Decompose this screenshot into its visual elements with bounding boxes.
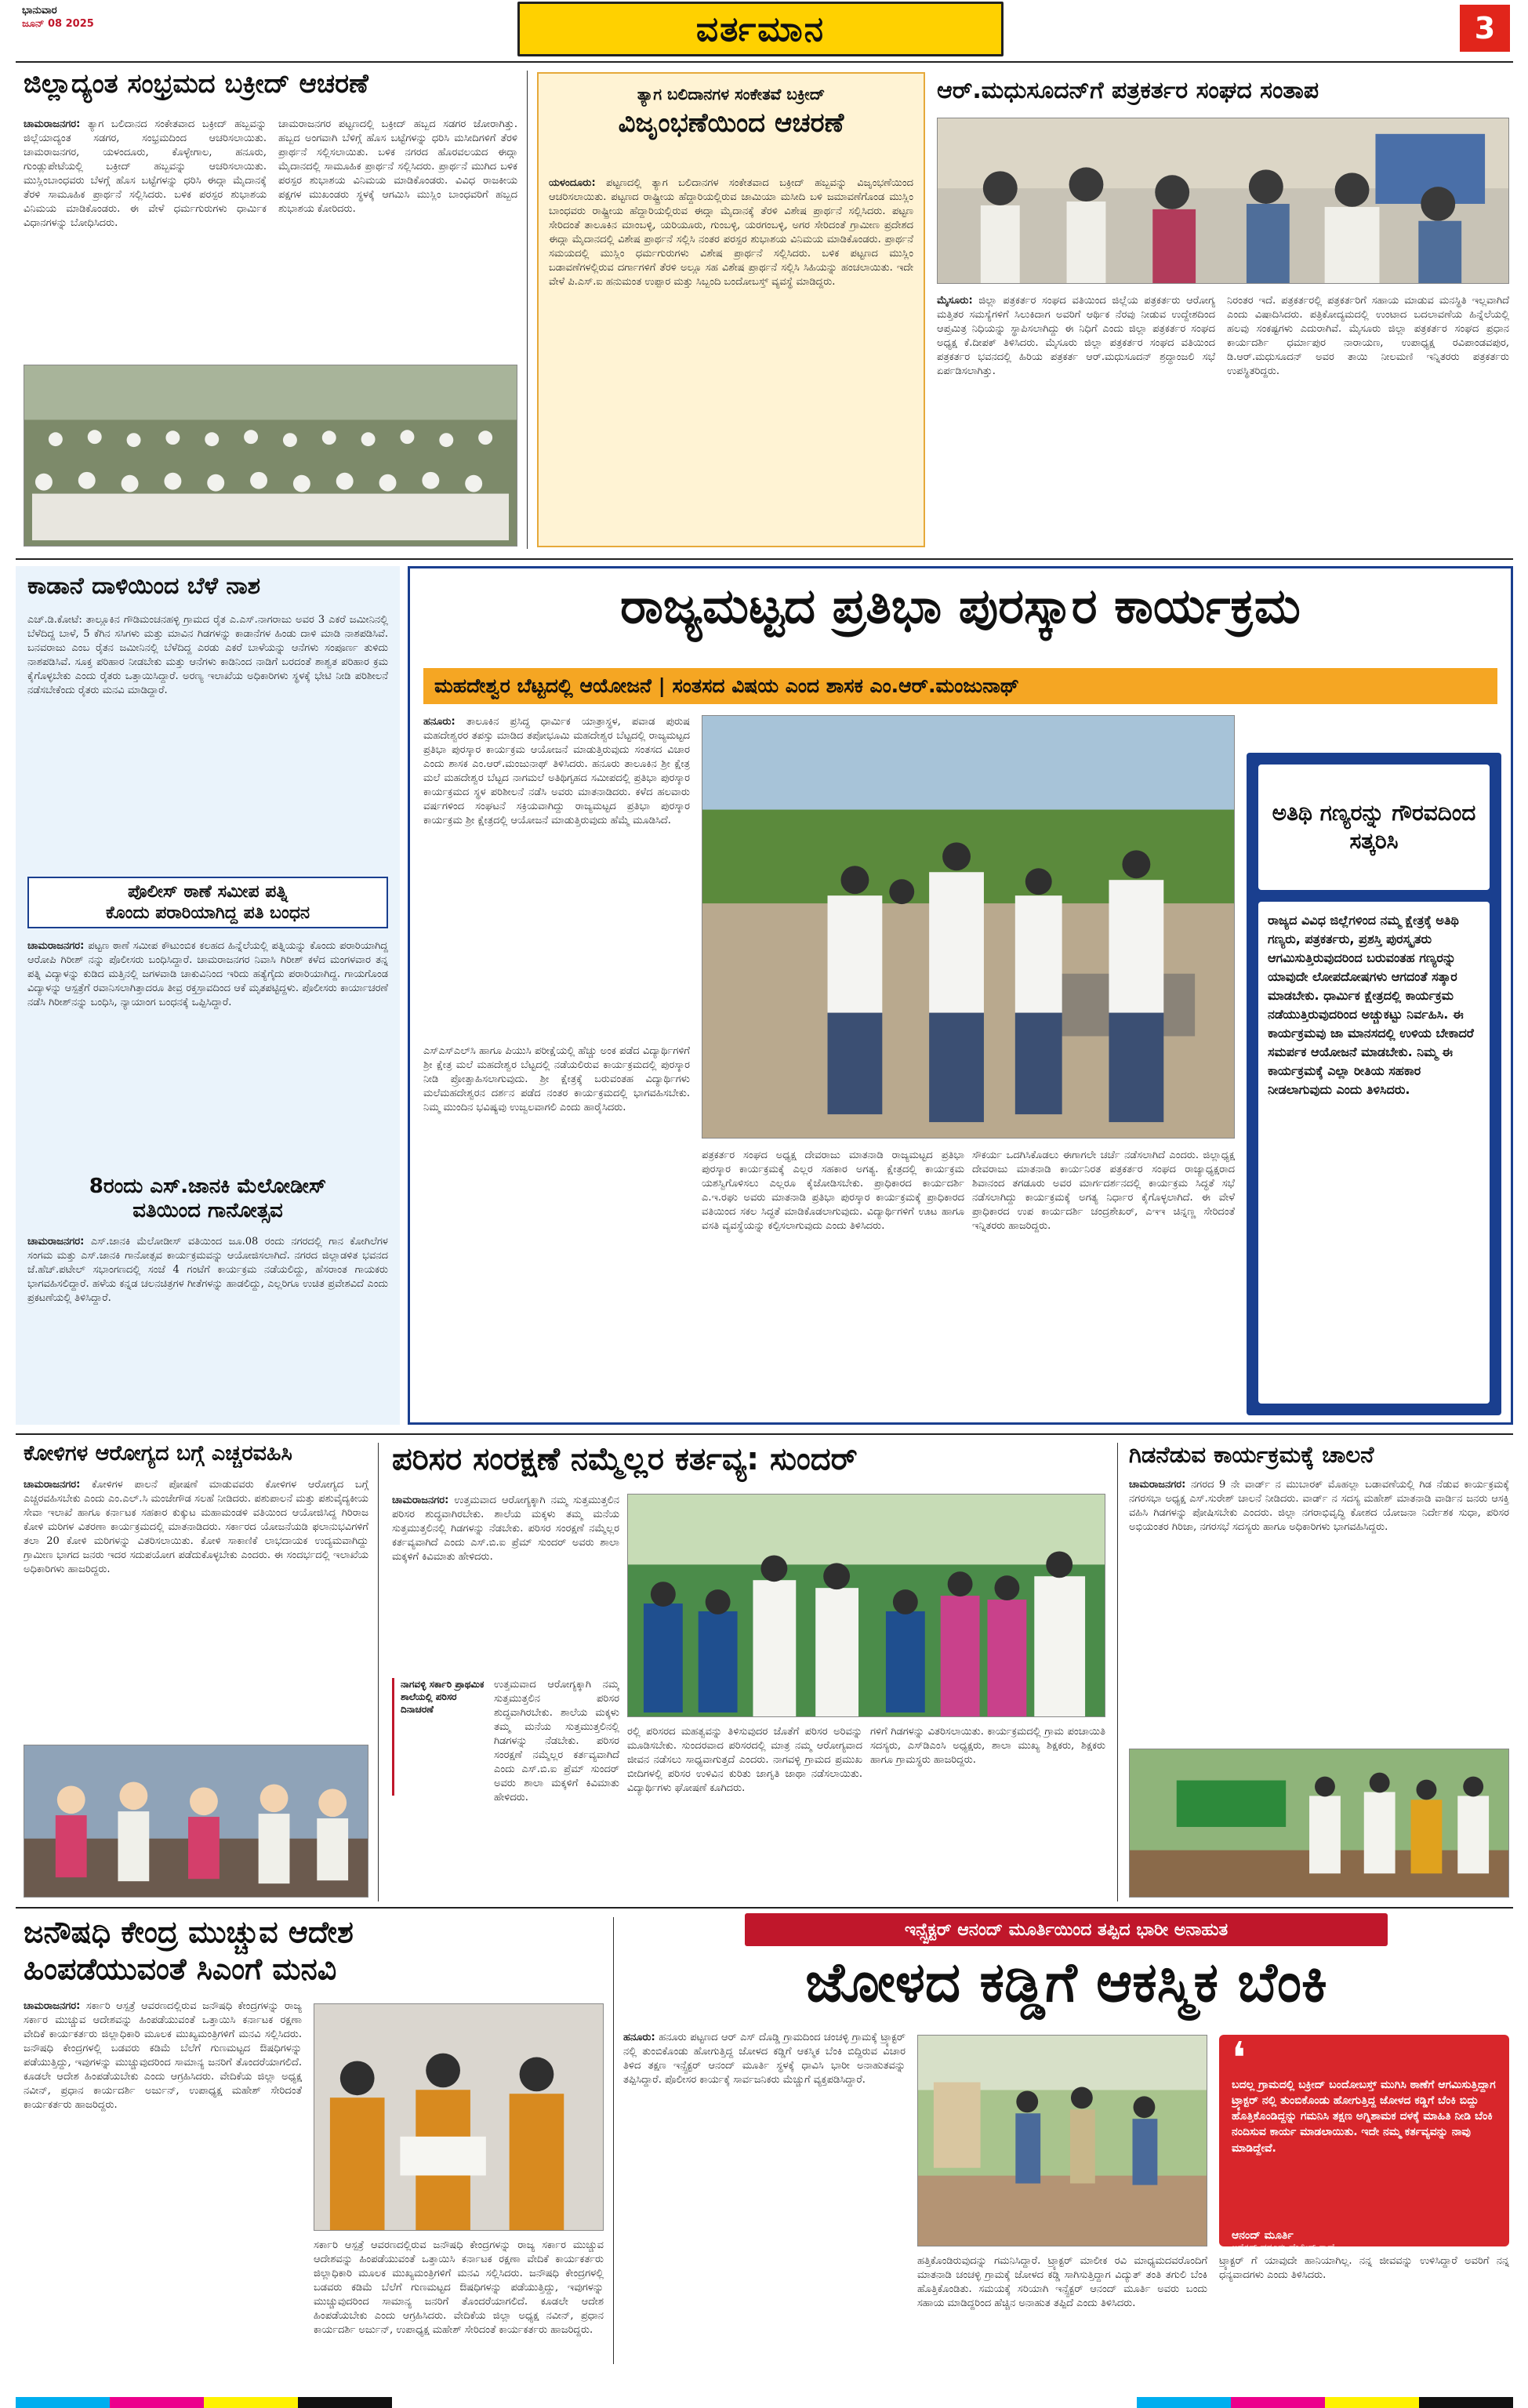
pratibha-subhead: ಮಹದೇಶ್ವರ ಬೆಟ್ಟದಲ್ಲಿ ಆಯೋಜನೆ | ಸಂತಸದ ವಿಷಯ ಎಂದ ಶಾಸಕ ಎಂ.ಆರ್.ಮಂಜುನಾಥ್ xyxy=(423,668,1497,704)
parisara-col2 xyxy=(627,1725,862,1898)
jolada-tag: ಇನ್ಸ್ಪೆಕ್ಟರ್ ಆನಂದ್ ಮೂರ್ತಿಯಿಂದ ತಪ್ಪಿದ ಭಾರೀ ಅನಾಹುತ xyxy=(745,1913,1388,1946)
article-text: ಸರ್ಕಾರಿ ಆಸ್ಪತ್ರೆ ಆವರಣದಲ್ಲಿರುವ ಜನೌಷಧಿ ಕೇಂದ್ರಗಳನ್ನು ರಾಜ್ಯ ಸರ್ಕಾರ ಮುಚ್ಚುವ ಆದೇಶವನ್ನು ಹಿಂಪಡೆಯುವಂತೆ ಒತ್ತಾಯಿಸಿ ಕರ್ನಾಟಕ ರಕ್ಷಣಾ ವೇದಿಕೆ ಕಾರ್ಯಕರ್ತರು ಜಿಲ್ಲಾಧಿಕಾರಿ ಮೂಲಕ ಮುಖ್ಯಮಂತ್ರಿಗಳಿಗೆ ಮನವಿ ಸಲ್ಲಿಸಿದರು. ಜನೌಷಧಿ ಕೇಂದ್ರಗಳಲ್ಲಿ ಬಡವರು ಕಡಿಮೆ ಬೆಲೆಗೆ ಗುಣಮಟ್ಟದ ಔಷಧಿಗಳನ್ನು ಪಡೆಯುತ್ತಿದ್ದು, ಇವುಗಳನ್ನು ಮುಚ್ಚುವುದರಿಂದ ಸಾಮಾನ್ಯ ಜನರಿಗೆ ತೊಂದರೆಯಾಗಲಿದೆ. ಕೂಡಲೇ ಆದೇಶ ಹಿಂಪಡೆಯಬೇಕು ಎಂದು ಆಗ್ರಹಿಸಿದರು. ವೇದಿಕೆಯ ಜಿಲ್ಲಾ ಅಧ್ಯಕ್ಷ ನವೀನ್, ಪ್ರಧಾನ ಕಾರ್ಯದರ್ಶಿ ಅರ್ಜುನ್, ಉಪಾಧ್ಯಕ್ಷ ಮಹೇಶ್ ಸೇರಿದಂತೆ ಕಾರ್ಯಕರ್ತರು ಹಾಜರಿದ್ದರು. xyxy=(24,2000,302,2111)
janaki-body xyxy=(27,1235,388,1419)
koli-headline: ಕೋಳಿಗಳ ಆರೋಗ್ಯದ ಬಗ್ಗೆ ಎಚ್ಚರವಹಿಸಿ xyxy=(24,1441,292,1466)
bakrid-prayer-photo xyxy=(24,365,517,547)
page-number: 3 xyxy=(1460,5,1510,52)
dateline: ಚಾಮರಾಜನಗರ: xyxy=(24,1479,81,1491)
masthead-dateline xyxy=(22,5,94,31)
bakrid-district-headline: ಜಿಲ್ಲಾದ್ಯಂತ ಸಂಭ್ರಮದ ಬಕ್ರೀದ್ ಆಚರಣೆ xyxy=(24,68,368,100)
section-rule xyxy=(16,558,1513,560)
registration-bar-yellow xyxy=(1325,2397,1419,2408)
article-text: ಟ್ರ್ಯಾಕ್ಟರ್ ಗೆ ಯಾವುದೇ ಹಾನಿಯಾಗಿಲ್ಲ. ನನ್ನ ಜೀವವನ್ನು ಉಳಿಸಿದ್ದಾರೆ ಅವರಿಗೆ ನನ್ನ ಧನ್ಯವಾದಗಳು ಎಂದು ತಿಳಿಸಿದರು. xyxy=(1219,2255,1509,2281)
column-rule xyxy=(613,1917,614,2364)
journalists-col2 xyxy=(1227,294,1509,549)
registration-bar-black xyxy=(1419,2397,1513,2408)
bakrid-yelandur-kicker: ತ್ಯಾಗ ಬಲಿದಾನಗಳ ಸಂಕೇತವೆ ಬಕ್ರೀದ್ xyxy=(637,85,826,104)
journalists-col1 xyxy=(937,294,1215,549)
jolada-headline: ಜೋಳದ ಕಡ್ಡಿಗೆ ಆಕಸ್ಮಿಕ ಬೆಂಕಿ xyxy=(805,1950,1327,2014)
jolada-col3 xyxy=(1219,2254,1509,2364)
masthead-date: ಜೂನ್ 08 2025 xyxy=(22,17,94,30)
jolada-photo xyxy=(917,2035,1207,2246)
dateline: ಚಾಮರಾಜನಗರ: xyxy=(1129,1479,1186,1491)
dateline: ಚಾಮರಾಜನಗರ: xyxy=(24,2000,81,2012)
janaushadhi-photo xyxy=(314,2003,604,2231)
janaushadhi-headline-line2: ಹಿಂಪಡೆಯುವಂತೆ ಸಿಎಂಗೆ ಮನವಿ xyxy=(24,1952,337,1986)
wife-headline-box xyxy=(27,877,388,928)
gida-body xyxy=(1129,1478,1509,1745)
article-text: ಹತ್ತಿಕೊಂಡಿರುವುದನ್ನು ಗಮನಿಸಿದ್ದಾರೆ. ಟ್ರ್ಯಾಕ್ಟರ್ ಮಾಲೀಕ ರವಿ ಮಾಧ್ಯಮದವರೊಂದಿಗೆ ಮಾತನಾಡಿ ಚಂಚಳ್ಳಿ ಗ್ರಾಮಕ್ಕೆ ಜೋಳದ ಕಡ್ಡಿ ಸಾಗಿಸುತ್ತಿದ್ದಾಗ ವಿದ್ಯುತ್ ತಂತಿ ತಗುಲಿ ಬೆಂಕಿ ಹೊತ್ತಿಕೊಂಡಿತು. ಸಮಯಕ್ಕೆ ಸರಿಯಾಗಿ ಇನ್ಸ್ಪೆಕ್ಟರ್ ಆನಂದ್ ಮೂರ್ತಿ ಅವರು ಬಂದು ಸಹಾಯ ಮಾಡಿದ್ದರಿಂದ ಹೆಚ್ಚಿನ ಅನಾಹುತ ತಪ್ಪಿದೆ ಎಂದು ತಿಳಿಸಿದರು. xyxy=(917,2255,1207,2309)
bakrid-yelandur-headline: ವಿಜೃಂಭಣೆಯಿಂದ ಆಚರಣೆ xyxy=(618,107,844,139)
dateline: ಹನೂರು: xyxy=(623,2032,655,2043)
wife-headline-line2: ಕೊಂದು ಪರಾರಿಯಾಗಿದ್ದ ಪತಿ ಬಂಧನ xyxy=(105,903,310,924)
registration-bar-magenta xyxy=(110,2397,204,2408)
sidebar-title: ಅತಿಥಿ ಗಣ್ಯರನ್ನು ಗೌರವದಿಂದ ಸತ್ಕರಿಸಿ xyxy=(1272,799,1476,854)
article-text: ಉತ್ತಮವಾದ ಆರೋಗ್ಯಕ್ಕಾಗಿ ನಮ್ಮ ಸುತ್ತಮುತ್ತಲಿನ ಪರಿಸರ ಶುದ್ಧವಾಗಿರಬೇಕು. ಶಾಲೆಯ ಮಕ್ಕಳು ತಮ್ಮ ಮನೆಯ ಸುತ್ತಮುತ್ತಲಿನಲ್ಲಿ ಗಿಡಗಳನ್ನು ನೆಡಬೇಕು. ಪರಿಸರ ಸಂರಕ್ಷಣೆ ನಮ್ಮೆಲ್ಲರ ಕರ್ತವ್ಯವಾಗಿದೆ ಎಂದು ಎಸ್.ಬಿ.ಐ ಪ್ರೆಮ್ ಸುಂದರ್ ಅವರು ಶಾಲಾ ಮಕ್ಕಳಿಗೆ ಕಿವಿಮಾತು ಹೇಳಿದರು. xyxy=(494,1679,619,1803)
dateline: ಯಳಂದೂರು: xyxy=(549,177,596,189)
article-text: ತ್ಯಾಗ ಬಲಿದಾನದ ಸಂಕೇತವಾದ ಬಕ್ರೀದ್ ಹಬ್ಬವನ್ನು ಜಿಲ್ಲೆಯಾದ್ಯಂತ ಸಡಗರ, ಸಂಭ್ರಮದಿಂದ ಆಚರಿಸಲಾಯಿತು. ಚಾಮರಾಜನಗರ, ಯಳಂದೂರು, ಕೊಳ್ಳೇಗಾಲ, ಹನೂರು, ಗುಂಡ್ಲುಪೇಟೆಯಲ್ಲಿ ಬಕ್ರೀದ್ ಹಬ್ಬವನ್ನು ಆಚರಿಸಲಾಯಿತು. ಮುಸ್ಲಿಂಬಾಂಧವರು ಬೆಳಗ್ಗೆ ಹೊಸ ಬಟ್ಟೆಗಳನ್ನು ಧರಿಸಿ ಈದ್ಗಾ ಮೈದಾನಕ್ಕೆ ತೆರಳಿ ಸಾಮೂಹಿಕ ಪ್ರಾರ್ಥನೆ ಸಲ್ಲಿಸಿದರು. ಬಳಿಕ ಪರಸ್ಪರ ಶುಭಾಶಯ ವಿನಿಮಯ ಮಾಡಿಕೊಂಡರು. ಈ ವೇಳೆ ಧರ್ಮಗುರುಗಳು ಧಾರ್ಮಿಕ ವಿಧಾನಗಳನ್ನು ಬೋಧಿಸಿದರು. xyxy=(24,118,267,229)
janaushadhi-body-b xyxy=(314,2239,604,2364)
registration-bar-cyan xyxy=(16,2397,110,2408)
article-text: ನಗರದ 9 ನೇ ವಾರ್ಡ್ ನ ಮುಬಾರಕ್ ಮೊಹಲ್ಲಾ ಬಡಾವಣೆಯಲ್ಲಿ ಗಿಡ ನೆಡುವ ಕಾರ್ಯಕ್ರಮಕ್ಕೆ ನಗರಸಭಾ ಅಧ್ಯಕ್ಷ ಎಸ್.ಸುರೇಶ್ ಚಾಲನೆ ನೀಡಿದರು. ವಾರ್ಡ್ ನ ಸದಸ್ಯ ಮಹೇಶ್ ಮಾತನಾಡಿ ವಾರ್ಡಿನ ಜನರು ಆಸಕ್ತಿ ವಹಿಸಿ ಗಿಡಗಳನ್ನು ಪೋಷಿಸಬೇಕು ಎಂದರು. ಜಿಲ್ಲಾ ನಗರಾಭಿವೃದ್ಧಿ ಕೋಶದ ಯೋಜನಾ ನಿರ್ದೇಶಕ ಸುಧಾ, ಪರಿಸರ ಅಭಿಯಂತರ ಗಿರಿಜಾ, ನಗರಸಭೆ ಸದಸ್ಯರು ಹಾಗೂ ಅಧಿಕಾರಿಗಳು ಭಾಗವಹಿಸಿದ್ದರು. xyxy=(1129,1479,1509,1533)
dateline: ಚಾಮರಾಜನಗರ: xyxy=(24,118,81,130)
parisara-col1b xyxy=(494,1678,619,1898)
article-text: ಎಸ್‌ಎಸ್‌ಎಲ್‌ಸಿ ಹಾಗೂ ಪಿಯುಸಿ ಪರೀಕ್ಷೆಯಲ್ಲಿ ಹೆಚ್ಚು ಅಂಕ ಪಡೆದ ವಿದ್ಯಾರ್ಥಿಗಳಿಗೆ ಶ್ರೀ ಕ್ಷೇತ್ರ ಮಲೆ ಮಹದೇಶ್ವರ ಬೆಟ್ಟದಲ್ಲಿ ನಡೆಯಲಿರುವ ಕಾರ್ಯಕ್ರಮದಲ್ಲಿ ಪುರಸ್ಕಾರ ನೀಡಿ ಪ್ರೋತ್ಸಾಹಿಸಲಾಗುವುದು. ಶ್ರೀ ಕ್ಷೇತ್ರಕ್ಕೆ ಬರುವಂತಹ ವಿದ್ಯಾರ್ಥಿಗಳು ಮಲೆಮಹದೇಶ್ವರನ ದರ್ಶನ ಪಡೆದ ನಂತರ ಕಾರ್ಯಕ್ರಮದಲ್ಲಿ ಭಾಗವಹಿಸಬೇಕು. ನಿಮ್ಮ ಮುಂದಿನ ಭವಿಷ್ಯವು ಉಜ್ವಲವಾಗಲಿ ಎಂದು ಹಾರೈಸಿದರು. xyxy=(423,1045,690,1113)
elephant-headline: ಕಾಡಾನೆ ದಾಳಿಯಿಂದ ಬೆಳೆ ನಾಶ xyxy=(27,572,261,600)
parisara-photo xyxy=(627,1494,1105,1717)
article-text: ಹನೂರು ಪಟ್ಟಣದ ಆರ್ ಎಸ್ ದೊಡ್ಡಿ ಗ್ರಾಮದಿಂದ ಚಂಚಳ್ಳಿ ಗ್ರಾಮಕ್ಕೆ ಟ್ರ್ಯಾಕ್ಟರ್ ನಲ್ಲಿ ತುಂಬಿಕೊಂಡು ಹೋಗುತ್ತಿದ್ದ ಜೋಳದ ಕಡ್ಡಿಗೆ ಆಕಸ್ಮಿಕ ಬೆಂಕಿ ಬಿದ್ದಿರುವ ವಿಚಾರ ತಿಳಿದ ತಕ್ಷಣ ಇನ್ಸ್ಪೆಕ್ಟರ್ ಆನಂದ್ ಮೂರ್ತಿ ಸ್ಥಳಕ್ಕೆ ಧಾವಿಸಿ ಭಾರೀ ಅನಾಹುತವನ್ನು ತಪ್ಪಿಸಿದ್ದಾರೆ. ಪೊಲೀಸರ ಕಾರ್ಯಕ್ಕೆ ಸಾರ್ವಜನಿಕರು ಮೆಚ್ಚುಗೆ ವ್ಯಕ್ತಪಡಿಸಿದ್ದಾರೆ. xyxy=(623,2032,906,2086)
wife-body xyxy=(27,939,388,1175)
masthead-day: ಭಾನುವಾರ xyxy=(22,5,57,16)
jolada-quote-box xyxy=(1219,2033,1509,2253)
article-text: ಗಳಿಗೆ ಗಿಡಗಳನ್ನು ವಿತರಿಸಲಾಯಿತು. ಕಾರ್ಯಕ್ರಮದಲ್ಲಿ ಗ್ರಾಮ ಪಂಚಾಯಿತಿ ಸದಸ್ಯರು, ಎಸ್‌ಡಿಎಂಸಿ ಅಧ್ಯಕ್ಷರು, ಶಾಲಾ ಮುಖ್ಯ ಶಿಕ್ಷಕರು, ಶಿಕ್ಷಕರು ಹಾಗೂ ಗ್ರಾಮಸ್ಥರು ಹಾಜರಿದ್ದರು. xyxy=(870,1726,1105,1766)
sidebar-title-box xyxy=(1258,765,1490,890)
pratibha-col1b xyxy=(423,1044,690,1201)
section-rule xyxy=(16,1907,1513,1909)
article-text: ಎಚ್.ಡಿ.ಕೋಟೆ: ತಾಲ್ಲೂಕಿನ ಗೌಡಿಮಂಚನಹಳ್ಳಿ ಗ್ರಾಮದ ರೈತ ಎ.ಎಸ್.ನಾಗರಾಜು ಅವರ 3 ಎಕರೆ ಜಮೀನಿನಲ್ಲಿ ಬೆಳೆದಿದ್ದ ಬಾಳೆ, 5 ಕೆಗಿನ ಸಸಿಗಳು ಮತ್ತು ಮಾವಿನ ಗಿಡಗಳನ್ನು ಕಾಡಾನೆಗಳ ಹಿಂಡು ದಾಳಿ ಮಾಡಿ ನಾಶಪಡಿಸಿವೆ. ಬನವರಾಜು ಎಂಬ ರೈತನ ಜಮೀನಿನಲ್ಲಿ ಬೆಳೆದಿದ್ದ ಎರಡು ಎಕರೆ ಬಾಳೆಯನ್ನು ಆನೆಗಳು ಸಂಪೂರ್ಣ ತುಳಿದು ನಾಶಪಡಿಸಿವೆ. ಸೂಕ್ತ ಪರಿಹಾರ ನೀಡಬೇಕು ಮತ್ತು ಆನೆಗಳು ಕಾಡಿನಿಂದ ನಾಡಿಗೆ ಬರದಂತೆ ಶಾಶ್ವತ ಪರಿಹಾರ ಕ್ರಮ ಕೈಗೊಳ್ಳಬೇಕು ಎಂದು ರೈತರು ಒತ್ತಾಯಿಸಿದ್ದಾರೆ. ಅರಣ್ಯ ಇಲಾಖೆಯ ಅಧಿಕಾರಿಗಳು ಸ್ಥಳಕ್ಕೆ ಭೇಟಿ ನೀಡಿ ಪರಿಶೀಲನೆ ನಡೆಸಬೇಕೆಂದು ರೈತರು ಮನವಿ ಮಾಡಿದ್ದಾರೆ. xyxy=(27,614,388,696)
section-rule xyxy=(16,1433,1513,1435)
jolada-col2 xyxy=(917,2254,1207,2364)
janaushadhi-body xyxy=(24,1999,302,2360)
janaki-headline-box xyxy=(27,1176,388,1222)
article-text: ಪಟ್ಟಣದಲ್ಲಿ ತ್ಯಾಗ ಬಲಿದಾನಗಳ ಸಂಕೇತವಾದ ಬಕ್ರೀದ್ ಹಬ್ಬವನ್ನು ವಿಜೃಂಭಣೆಯಿಂದ ಆಚರಿಸಲಾಯಿತು. ಪಟ್ಟಣದ ರಾಷ್ಟ್ರೀಯ ಹೆದ್ದಾರಿಯಲ್ಲಿರುವ ಜಾಮಿಯಾ ಮಸೀದಿ ಬಳಿ ಜಮಾವಣೆಗೊಂಡ ಮುಸ್ಲಿಂ ಬಾಂಧವರು ರಾಷ್ಟ್ರೀಯ ಹೆದ್ದಾರಿಯಲ್ಲಿರುವ ಈದ್ಗಾ ಮೈದಾನಕ್ಕೆ ತೆರಳಿ ವಿಶೇಷ ಪ್ರಾರ್ಥನೆ ಸಲ್ಲಿಸಿದರು. ಪಟ್ಟಣ ಸೇರಿದಂತೆ ತಾಲೂಕಿನ ಮಾಂಬಳ್ಳಿ, ಯರಿಯೂರು, ಗುಂಬಳ್ಳಿ, ಯರಗಂಬಳ್ಳಿ, ಅಗರ ಸೇರಿದಂತೆ ಗ್ರಾಮೀಣ ಪ್ರದೇಶದ ಈದ್ಗಾ ಮೈದಾನದಲ್ಲಿ ವಿಶೇಷ ಪ್ರಾರ್ಥನೆ ಸಲ್ಲಿಸಿ ನಂತರ ಪರಸ್ಪರ ಶುಭಾಶಯ ವಿನಿಮಯ ಮಾಡಿಕೊಂಡರು. ಪ್ರಾರ್ಥನೆ ಸಮಯದಲ್ಲಿ ಮುಸ್ಲಿಂ ಧರ್ಮಗುರುಗಳು ವಿಶೇಷ ಪ್ರಾರ್ಥನೆ ಸಲ್ಲಿಸಿದರು. ಬಳಿಕ ಪಟ್ಟಣದ ಮುಸ್ಲಿಂ ಬಡಾವಣೆಗಳಲ್ಲಿರುವ ದರ್ಗಾಗಳಿಗೆ ತೆರಳಿ ಅಲ್ಲೂ ಸಹ ವಿಶೇಷ ಪ್ರಾರ್ಥನೆ ಸಲ್ಲಿಸಿ ಸಿಹಿಯನ್ನು ಹಂಚಲಾಯಿತು. ಇದೇ ವೇಳೆ ಪಿ.ಎಸ್.ಐ ಹನುಮಂತ ಉಪ್ಪಾರ ಮತ್ತು ಸಿಬ್ಬಂದಿ ಬಂದೋಬಸ್ತ್ ವ್ಯವಸ್ಥೆ ಮಾಡಿದ್ದರು. xyxy=(549,177,913,288)
janaki-headline-line2: ವತಿಯಿಂದ ಗಾನೋತ್ಸವ xyxy=(132,1199,283,1223)
pratibha-col2 xyxy=(702,1149,964,1415)
gida-headline: ಗಿಡನೆಡುವ ಕಾರ್ಯಕ್ರಮಕ್ಕೆ ಚಾಲನೆ xyxy=(1129,1441,1374,1468)
article-text: ಚಾಮರಾಜನಗರ ಪಟ್ಟಣದಲ್ಲಿ ಬಕ್ರೀದ್ ಹಬ್ಬದ ಸಡಗರ ಜೋರಾಗಿತ್ತು. ಹಬ್ಬದ ಅಂಗವಾಗಿ ಬೆಳಿಗ್ಗೆ ಹೊಸ ಬಟ್ಟೆಗಳನ್ನು ಧರಿಸಿ ಮಸೀದಿಗಳಿಗೆ ತೆರಳಿ ಪ್ರಾರ್ಥನೆ ಸಲ್ಲಿಸಲಾಯಿತು. ಬಳಿಕ ನಗರದ ಹೊರವಲಯದ ಈದ್ಗಾ ಮೈದಾನದಲ್ಲಿ ಸಾಮೂಹಿಕ ಪ್ರಾರ್ಥನೆ ಸಲ್ಲಿಸಿದರು. ಪ್ರಾರ್ಥನೆ ಮುಗಿದ ಬಳಿಕ ಪರಸ್ಪರ ಶುಭಾಶಯ ವಿನಿಮಯ ಮಾಡಿಕೊಂಡರು. ವಿವಿಧ ರಾಜಕೀಯ ಪಕ್ಷಗಳ ಮುಖಂಡರು ಸ್ಥಳಕ್ಕೆ ಆಗಮಿಸಿ ಮುಸ್ಲಿಂ ಬಾಂಧವರಿಗೆ ಹಬ್ಬದ ಶುಭಾಶಯ ಕೋರಿದರು. xyxy=(278,118,517,215)
jolada-quote: ಬದಲ್ಲ ಗ್ರಾಮದಲ್ಲಿ ಬಕ್ರೀದ್ ಬಂದೋಬಸ್ತ್ ಮುಗಿಸಿ ಠಾಣೆಗೆ ಆಗಮಿಸುತ್ತಿದ್ದಾಗ ಟ್ರ್ಯಾಕ್ಟರ್ ನಲ್ಲಿ ತುಂಬಿಕೊಂಡು ಹೋಗುತ್ತಿದ್ದ ಜೋಳದ ಕಡ್ಡಿಗೆ ಬೆಂಕಿ ಬಿದ್ದು ಹೊತ್ತಿಕೊಂಡಿದ್ದನ್ನು ಗಮನಿಸಿ ತಕ್ಷಣ ಅಗ್ನಿಶಾಮಕ ದಳಕ್ಕೆ ಮಾಹಿತಿ ನೀಡಿ ಬೆಂಕಿ ನಂದಿಸುವ ಕಾರ್ಯ ಮಾಡಲಾಯಿತು. ಇದೇ ನಮ್ಮ ಕರ್ತವ್ಯವನ್ನು ನಾವು ಮಾಡಿದ್ದೇವೆ. xyxy=(1232,2078,1496,2155)
bakrid-district-col1 xyxy=(24,118,267,353)
journalists-headline: ಆರ್.ಮಧುಸೂದನ್‌ಗೆ ಪತ್ರಕರ್ತರ ಸಂಘದ ಸಂತಾಪ xyxy=(937,77,1319,104)
bakrid-yelandur-body xyxy=(549,176,913,541)
jolada-quote-author: ಆನಂದ್ ಮೂರ್ತಿ xyxy=(1232,2228,1294,2242)
article-text: ಸೌಕರ್ಯ ಒದಗಿಸಿಕೊಡಲು ಈಗಾಗಲೇ ಚರ್ಚೆ ನಡೆಸಲಾಗಿದೆ ಎಂದರು. ಜಿಲ್ಲಾಧ್ಯಕ್ಷ ದೇವರಾಜು ಮಾತನಾಡಿ ಕಾರ್ಯನಿರತ ಪತ್ರಕರ್ತರ ಸಂಘದ ರಾಜ್ಯಾಧ್ಯಕ್ಷರಾದ ಶಿವಾನಂದ ತಗಡೂರು ಅವರ ಮಾರ್ಗದರ್ಶನದಲ್ಲಿ ಕಾರ್ಯಕ್ರಮ ಸಿದ್ಧತೆ ಸಭೆ ನಡೆಸಲಾಗಿದ್ದು ಕಾರ್ಯಕ್ರಮಕ್ಕೆ ಅಗತ್ಯ ನಿರ್ಧಾರ ಕೈಗೊಳ್ಳಲಾಗಿದೆ. ಈ ವೇಳೆ ಪ್ರಾಧಿಕಾರದ ಉಪ ಕಾರ್ಯದರ್ಶಿ ಚಂದ್ರಶೇಖರ್, ಎಇಇ ಚಿನ್ನಣ್ಣ ಸೇರಿದಂತೆ ಇನ್ನಿತರರು ಹಾಜರಿದ್ದರು. xyxy=(972,1150,1235,1232)
parisara-headline: ಪರಿಸರ ಸಂರಕ್ಷಣೆ ನಮ್ಮೆಲ್ಲರ ಕರ್ತವ್ಯ: ಸುಂದರ್ xyxy=(392,1441,858,1477)
parisara-sidenote: ನಾಗವಳ್ಳಿ ಸರ್ಕಾರಿ ಪ್ರಾಥಮಿಕ ಶಾಲೆಯಲ್ಲಿ ಪರಿಸರ ದಿನಾಚರಣೆ xyxy=(392,1678,486,1796)
article-text: ನಿರಂತರ ಇದೆ. ಪತ್ರಕರ್ತರಲ್ಲಿ ಪತ್ರಕರ್ತರಿಗೆ ಸಹಾಯ ಮಾಡುವ ಮನಸ್ಥಿತಿ ಇಲ್ಲವಾಗಿದೆ ಎಂದು ವಿಷಾದಿಸಿದರು. ಪತ್ರಿಕೋದ್ಯಮದಲ್ಲಿ ಉಂಟಾದ ಬದಲಾವಣೆಯ ಹಿನ್ನೆಲೆಯಲ್ಲಿ ಹಲವು ಸಂಕಷ್ಟಗಳು ಎದುರಾಗಿವೆ. ಮೈಸೂರು ಜಿಲ್ಲಾ ಪತ್ರಕರ್ತರ ಸಂಘದ ಪ್ರಧಾನ ಕಾರ್ಯದರ್ಶಿ ಧರ್ಮಾಪುರ ನಾರಾಯಣ, ಉಪಾಧ್ಯಕ್ಷ ರವಿಪಾಂಡವಪುರ, ಡಿ.ಆರ್.ಮಧುಸೂದನ್ ಅವರ ತಾಯಿ ನೀಲಮಣಿ ಇನ್ನಿತರರು ಪತ್ರಕರ್ತರು ಉಪಸ್ಥಿತರಿದ್ದರು. xyxy=(1227,295,1509,377)
dateline: ಮೈಸೂರು: xyxy=(937,295,973,307)
wife-headline-line1: ಪೊಲೀಸ್ ಠಾಣೆ ಸಮೀಪ ಪತ್ನಿ xyxy=(127,882,289,902)
masthead-rule xyxy=(16,61,1513,63)
column-rule xyxy=(527,71,528,549)
elephant-body xyxy=(27,613,388,872)
article-text: ಸರ್ಕಾರಿ ಆಸ್ಪತ್ರೆ ಆವರಣದಲ್ಲಿರುವ ಜನೌಷಧಿ ಕೇಂದ್ರಗಳನ್ನು ರಾಜ್ಯ ಸರ್ಕಾರ ಮುಚ್ಚುವ ಆದೇಶವನ್ನು ಹಿಂಪಡೆಯುವಂತೆ ಒತ್ತಾಯಿಸಿ ಕರ್ನಾಟಕ ರಕ್ಷಣಾ ವೇದಿಕೆ ಕಾರ್ಯಕರ್ತರು ಜಿಲ್ಲಾಧಿಕಾರಿ ಮೂಲಕ ಮುಖ್ಯಮಂತ್ರಿಗಳಿಗೆ ಮನವಿ ಸಲ್ಲಿಸಿದರು. ಜನೌಷಧಿ ಕೇಂದ್ರಗಳಲ್ಲಿ ಬಡವರು ಕಡಿಮೆ ಬೆಲೆಗೆ ಗುಣಮಟ್ಟದ ಔಷಧಿಗಳನ್ನು ಪಡೆಯುತ್ತಿದ್ದು, ಇವುಗಳನ್ನು ಮುಚ್ಚುವುದರಿಂದ ಸಾಮಾನ್ಯ ಜನರಿಗೆ ತೊಂದರೆಯಾಗಲಿದೆ. ಕೂಡಲೇ ಆದೇಶ ಹಿಂಪಡೆಯಬೇಕು ಎಂದು ಆಗ್ರಹಿಸಿದರು. ವೇದಿಕೆಯ ಜಿಲ್ಲಾ ಅಧ್ಯಕ್ಷ ನವೀನ್, ಪ್ರಧಾನ ಕಾರ್ಯದರ್ಶಿ ಅರ್ಜುನ್, ಉಪಾಧ್ಯಕ್ಷ ಮಹೇಶ್ ಸೇರಿದಂತೆ ಕಾರ್ಯಕರ್ತರು ಹಾಜರಿದ್ದರು. xyxy=(314,2239,604,2336)
dateline: ಚಾಮರಾಜನಗರ: xyxy=(27,1236,85,1248)
article-text: ಜಿಲ್ಲಾ ಪತ್ರಕರ್ತರ ಸಂಘದ ವತಿಯಿಂದ ಜಿಲ್ಲೆಯ ಪತ್ರಕರ್ತರು ಆರೋಗ್ಯ ಮತ್ತಿತರ ಸಮಸ್ಯೆಗಳಿಗೆ ಸಿಲುಕಿದಾಗ ಅವರಿಗೆ ಆರ್ಥಿಕ ನೆರವು ನೀಡುವ ಉದ್ದೇಶದಿಂದ ಆಪ್ತಮಿತ್ರ ನಿಧಿಯನ್ನು ಸ್ಥಾಪಿಸಲಾಗಿದ್ದು ಈ ನಿಧಿಗೆ ಎಂದು ಜಿಲ್ಲಾ ಪತ್ರಕರ್ತರ ಸಂಘದ ಅಧ್ಯಕ್ಷ ಕೆ.ದೀಪಕ್ ತಿಳಿಸಿದರು. ಮೈಸೂರು ಜಿಲ್ಲಾ ಪತ್ರಕರ್ತರ ಸಂಘದ ವತಿಯಿಂದ ಪತ್ರಕರ್ತರ ಭವನದಲ್ಲಿ ಹಿರಿಯ ಪತ್ರಕರ್ತ ಆರ್.ಮಧುಸೂದನ್ ಶ್ರದ್ಧಾಂಜಲಿ ಸಭೆ ಏರ್ಪಡಿಸಲಾಗಿತ್ತು. xyxy=(937,295,1215,377)
quote-mark-icon: ❛ xyxy=(1232,2033,1247,2084)
dateline: ಹನೂರು: xyxy=(423,716,455,728)
parisara-col3 xyxy=(870,1725,1105,1898)
janaki-headline-line1: 8ರಂದು ಎಸ್.ಜಾನಕಿ ಮೆಲೋಡೀಸ್ xyxy=(89,1175,327,1198)
bakrid-district-col2 xyxy=(278,118,517,353)
article-text: ಎಸ್.ಜಾನಕಿ ಮೆಲೋಡೀಸ್ ವತಿಯಿಂದ ಜೂ.08 ರಂದು ನಗರದಲ್ಲಿ ಗಾನ ಕೋಗಿಲೆಗಳ ಸಂಗಮ ಮತ್ತು ಎಸ್.ಜಾನಕಿ ಗಾನೋತ್ಸವ ಕಾರ್ಯಕ್ರಮವನ್ನು ಆಯೋಜಿಸಲಾಗಿದೆ. ನಗರದ ಜಿಲ್ಲಾಡಳಿತ ಭವನದ ಜೆ.ಹೆಚ್.ಪಟೇಲ್ ಸಭಾಂಗಣದಲ್ಲಿ ಸಂಜೆ 4 ಗಂಟೆಗೆ ಕಾರ್ಯಕ್ರಮ ನಡೆಯಲಿದ್ದು, ಹೆಸರಾಂತ ಗಾಯಕರು ಭಾಗವಹಿಸಲಿದ್ದಾರೆ. ಹಳೆಯ ಕನ್ನಡ ಚಲನಚಿತ್ರಗಳ ಗೀತೆಗಳನ್ನು ಹಾಡಲಿದ್ದು, ಎಲ್ಲರಿಗೂ ಉಚಿತ ಪ್ರವೇಶವಿದೆ ಎಂದು ಪ್ರಕಟಣೆಯಲ್ಲಿ ತಿಳಿಸಿದ್ದಾರೆ. xyxy=(27,1236,388,1304)
pratibha-photo xyxy=(702,715,1235,1139)
pratibha-headline: ರಾಜ್ಯಮಟ್ಟದ ಪ್ರತಿಭಾ ಪುರಸ್ಕಾರ ಕಾರ್ಯಕ್ರಮ xyxy=(620,577,1301,634)
registration-bar-magenta xyxy=(1231,2397,1325,2408)
journalists-photo xyxy=(937,118,1509,284)
registration-bar-cyan xyxy=(1137,2397,1231,2408)
jolada-col1 xyxy=(623,2031,906,2364)
parisara-col1 xyxy=(392,1494,619,1674)
koli-photo xyxy=(24,1745,368,1898)
sidebar-body: ರಾಜ್ಯದ ವಿವಿಧ ಜಿಲ್ಲೆಗಳಿಂದ ನಮ್ಮ ಕ್ಷೇತ್ರಕ್ಕೆ ಅತಿಥಿ ಗಣ್ಯರು, ಪತ್ರಕರ್ತರು, ಪ್ರಶಸ್ತಿ ಪುರಸ್ಕೃತರು ಆಗಮಿಸುತ್ತಿರುವುದರಿಂದ ಬರುವಂತಹ ಗಣ್ಯರನ್ನು ಯಾವುದೇ ಲೋಪದೋಷಗಳು ಆಗದಂತೆ ಸತ್ಕಾರ ಮಾಡಬೇಕು. ಧಾರ್ಮಿಕ ಕ್ಷೇತ್ರದಲ್ಲಿ ಕಾರ್ಯಕ್ರಮ ನಡೆಯುತ್ತಿರುವುದರಿಂದ ಅಚ್ಚುಕಟ್ಟು ನಿರ್ವಹಿಸಿ. ಈ ಕಾರ್ಯಕ್ರಮವು ಜಾ ಮಾನಸದಲ್ಲಿ ಉಳಿಯ ಬೇಕಾದರೆ ಸಮರ್ಪಕ ಆಯೋಜನೆ ಮಾಡಬೇಕು. ನಿಮ್ಮ ಈ ಕಾರ್ಯಕ್ರಮಕ್ಕೆ ಎಲ್ಲಾ ರೀತಿಯ ಸಹಕಾರ ನೀಡಲಾಗುವುದು ಎಂದು ತಿಳಿಸಿದರು. xyxy=(1268,913,1474,1097)
gida-photo xyxy=(1129,1749,1509,1898)
jolada-quote-role: ಇನ್ಸ್ಪೆಕ್ಟರ್ ಹನೂರು ಪೊಲೀಸ್ ಠಾಣೆ xyxy=(1232,2241,1334,2253)
registration-bar-yellow xyxy=(204,2397,298,2408)
registration-bar-black xyxy=(298,2397,392,2408)
sidebar-body-box xyxy=(1258,902,1490,1404)
dateline: ಚಾಮರಾಜನಗರ: xyxy=(392,1495,449,1506)
article-text: ಪಟ್ಟಣ ಠಾಣೆ ಸಮೀಪ ಕೌಟುಂಬಿಕ ಕಲಹದ ಹಿನ್ನೆಲೆಯಲ್ಲಿ ಪತ್ನಿಯನ್ನು ಕೊಂದು ಪರಾರಿಯಾಗಿದ್ದ ಆರೋಪಿ ಗಿರೀಶ್ ನನ್ನು ಪೊಲೀಸರು ಬಂಧಿಸಿದ್ದಾರೆ. ಚಾಮರಾಜನಗರ ನಿವಾಸಿ ಗಿರೀಶ್ ಕಳೆದ ಮಂಗಳವಾರ ತನ್ನ ಪತ್ನಿ ವಿದ್ಯಾಳನ್ನು ಕುಡಿದ ಮತ್ತಿನಲ್ಲಿ ಜಗಳವಾಡಿ ಚಾಕುವಿನಿಂದ ಇರಿದು ಹತ್ಯೆಗೈದು ಪರಾರಿಯಾಗಿದ್ದ. ಗಾಯಗೊಂಡ ವಿದ್ಯಾಳನ್ನು ಆಸ್ಪತ್ರೆಗೆ ರವಾನಿಸಲಾಗಿತ್ತಾದರೂ ತೀವ್ರ ರಕ್ತಸ್ರಾವದಿಂದ ಆಕೆ ಮೃತಪಟ್ಟಿದ್ದಳು. ಪೊಲೀಸರು ಕಾರ್ಯಾಚರಣೆ ನಡೆಸಿ ಗಿರೀಶ್‌ನನ್ನು ಬಂಧಿಸಿ, ನ್ಯಾಯಾಂಗ ಬಂಧನಕ್ಕೆ ಒಪ್ಪಿಸಿದ್ದಾರೆ. xyxy=(27,940,388,1008)
article-text: ಪತ್ರಕರ್ತರ ಸಂಘದ ಅಧ್ಯಕ್ಷ ದೇವರಾಜು ಮಾತನಾಡಿ ರಾಜ್ಯಮಟ್ಟದ ಪ್ರತಿಭಾ ಪುರಸ್ಕಾರ ಕಾರ್ಯಕ್ರಮಕ್ಕೆ ಎಲ್ಲರ ಸಹಕಾರ ಅಗತ್ಯ. ಕ್ಷೇತ್ರದಲ್ಲಿ ಕಾರ್ಯಕ್ರಮ ಯಶಸ್ವಿಗೊಳಿಸಲು ಎಲ್ಲರೂ ಕೈಜೋಡಿಸಬೇಕು. ಪ್ರಾಧಿಕಾರದ ಕಾರ್ಯದರ್ಶಿ ಎ.ಇ.ರಘು ಅವರು ಮಾತನಾಡಿ ಪ್ರತಿಭಾ ಪುರಸ್ಕಾರ ಕಾರ್ಯಕ್ರಮಕ್ಕೆ ಪ್ರಾಧಿಕಾರದ ವತಿಯಿಂದ ಸಕಲ ಸಿದ್ಧತೆ ಮಾಡಿಕೊಡಲಾಗುವುದು. ವಿದ್ಯಾರ್ಥಿಗಳಿಗೆ ಊಟ ಹಾಗೂ ವಸತಿ ವ್ಯವಸ್ಥೆಯನ್ನು ಕಲ್ಪಿಸಲಾಗುವುದು ಎಂದು ತಿಳಿಸಿದರು. xyxy=(702,1150,964,1232)
pratibha-col3 xyxy=(972,1149,1235,1415)
column-rule xyxy=(378,1443,379,1901)
article-text: ರಲ್ಲಿ ಪರಿಸರದ ಮಹತ್ವವನ್ನು ತಿಳಿಸುವುದರ ಜೊತೆಗೆ ಪರಿಸರ ಅರಿವನ್ನು ಮೂಡಿಸಬೇಕು. ಸುಂದರವಾದ ಪರಿಸರದಲ್ಲಿ ಮಾತ್ರ ನಮ್ಮ ಆರೋಗ್ಯವಾದ ಜೀವನ ನಡೆಸಲು ಸಾಧ್ಯವಾಗುತ್ತದೆ ಎಂದರು. ನಾಗವಳ್ಳಿ ಗ್ರಾಮದ ಪ್ರಮುಖ ಬೀದಿಗಳಲ್ಲಿ ಪರಿಸರ ಉಳಿವಿನ ಕುರಿತು ಜಾಗೃತಿ ಜಾಥಾ ನಡೆಸಲಾಯಿತು. ವಿದ್ಯಾರ್ಥಿಗಳು ಘೋಷಣೆ ಕೂಗಿದರು. xyxy=(627,1726,862,1794)
column-rule xyxy=(1117,1443,1118,1901)
masthead-title: ವರ್ತಮಾನ xyxy=(517,2,1004,56)
article-text: ತಾಲೂಕಿನ ಪ್ರಸಿದ್ಧ ಧಾರ್ಮಿಕ ಯಾತ್ರಾಸ್ಥಳ, ಪವಾಡ ಪುರುಷ ಮಹದೇಶ್ವರರ ತಪಸ್ಸು ಮಾಡಿದ ತಪೋಭೂಮಿ ಮಹದೇಶ್ವರ ಬೆಟ್ಟದಲ್ಲಿ ರಾಜ್ಯಮಟ್ಟದ ಪ್ರತಿಭಾ ಪುರಸ್ಕಾರ ಕಾರ್ಯಕ್ರಮ ಆಯೋಜನೆ ಮಾಡುತ್ತಿರುವುದು ಸಂತಸದ ವಿಚಾರ ಎಂದು ಶಾಸಕ ಎಂ.ಆರ್.ಮಂಜುನಾಥ್ ತಿಳಿಸಿದರು. ಹನೂರು ತಾಲೂಕಿನ ಶ್ರೀ ಕ್ಷೇತ್ರ ಮಲೆ ಮಹದೇಶ್ವರ ಬೆಟ್ಟದ ನಾಗಮಲೆ ಅತಿಥಿಗೃಹದ ಸಮೀಪದಲ್ಲಿ ಪ್ರತಿಭಾ ಪುರಸ್ಕಾರ ಕಾರ್ಯಕ್ರಮದ ಸ್ಥಳ ಪರಿಶೀಲನೆ ನಡೆಸಿ ಅವರು ಮಾತನಾಡಿದರು. ಕಳೆದ ಹಲವಾರು ವರ್ಷಗಳಿಂದ ಸಂಘಟನೆ ಸಕ್ರಿಯವಾಗಿದ್ದು ರಾಜ್ಯಮಟ್ಟದ ಪ್ರತಿಭಾ ಪುರಸ್ಕಾರ ಕಾರ್ಯಕ್ರಮ ಶ್ರೀ ಕ್ಷೇತ್ರದಲ್ಲಿ ಆಯೋಜನೆ ಮಾಡುತ್ತಿರುವುದು ಹೆಮ್ಮೆ ಮೂಡಿಸಿದೆ. xyxy=(423,716,690,826)
koli-body xyxy=(24,1478,368,1737)
pratibha-col1 xyxy=(423,715,690,1037)
article-text: ಕೋಳಿಗಳ ಪಾಲನೆ ಪೋಷಣೆ ಮಾಡುವವರು ಕೋಳಿಗಳ ಆರೋಗ್ಯದ ಬಗ್ಗೆ ಎಚ್ಚರವಹಿಸಬೇಕು ಎಂದು ಎಂ.ಎಲ್.ಸಿ ಮಂಜೇಗೌಡ ಸಲಹೆ ನೀಡಿದರು. ಪಶುಪಾಲನೆ ಮತ್ತು ಪಶುವೈದ್ಯಕೀಯ ಸೇವಾ ಇಲಾಖೆ ಹಾಗೂ ಕರ್ನಾಟಕ ಸಹಕಾರ ಕುಕ್ಕುಟ ಮಹಾಮಂಡಳಿ ವತಿಯಿಂದ ಆಯೋಜಿಸಿದ್ದ ಗಿರಿರಾಜ ಕೋಳಿ ಮರಿಗಳ ವಿತರಣಾ ಕಾರ್ಯಕ್ರಮದಲ್ಲಿ ಮಾತನಾಡಿದರು. ಸರ್ಕಾರದ ಯೋಜನೆಯಡಿ ಫಲಾನುಭವಿಗಳಿಗೆ ತಲಾ 20 ಕೋಳಿ ಮರಿಗಳನ್ನು ವಿತರಿಸಲಾಯಿತು. ಕೋಳಿ ಸಾಕಾಣಿಕೆ ಲಾಭದಾಯಕ ಉದ್ಯಮವಾಗಿದ್ದು ಗ್ರಾಮೀಣ ಭಾಗದ ಜನರು ಇದರ ಸದುಪಯೋಗ ಪಡೆದುಕೊಳ್ಳಬೇಕು ಎಂದರು. ಈ ಸಂದರ್ಭದಲ್ಲಿ ಇಲಾಖೆಯ ಅಧಿಕಾರಿಗಳು ಹಾಜರಿದ್ದರು. xyxy=(24,1479,368,1575)
article-text: ಉತ್ತಮವಾದ ಆರೋಗ್ಯಕ್ಕಾಗಿ ನಮ್ಮ ಸುತ್ತಮುತ್ತಲಿನ ಪರಿಸರ ಶುದ್ಧವಾಗಿರಬೇಕು. ಶಾಲೆಯ ಮಕ್ಕಳು ತಮ್ಮ ಮನೆಯ ಸುತ್ತಮುತ್ತಲಿನಲ್ಲಿ ಗಿಡಗಳನ್ನು ನೆಡಬೇಕು. ಪರಿಸರ ಸಂರಕ್ಷಣೆ ನಮ್ಮೆಲ್ಲರ ಕರ್ತವ್ಯವಾಗಿದೆ ಎಂದು ಎಸ್.ಬಿ.ಐ ಪ್ರೆಮ್ ಸುಂದರ್ ಅವರು ಶಾಲಾ ಮಕ್ಕಳಿಗೆ ಕಿವಿಮಾತು ಹೇಳಿದರು. xyxy=(392,1495,619,1563)
janaushadhi-headline-line1: ಜನೌಷಧಿ ಕೇಂದ್ರ ಮುಚ್ಚುವ ಆದೇಶ xyxy=(24,1915,354,1949)
dateline: ಚಾಮರಾಜನಗರ: xyxy=(27,940,85,952)
